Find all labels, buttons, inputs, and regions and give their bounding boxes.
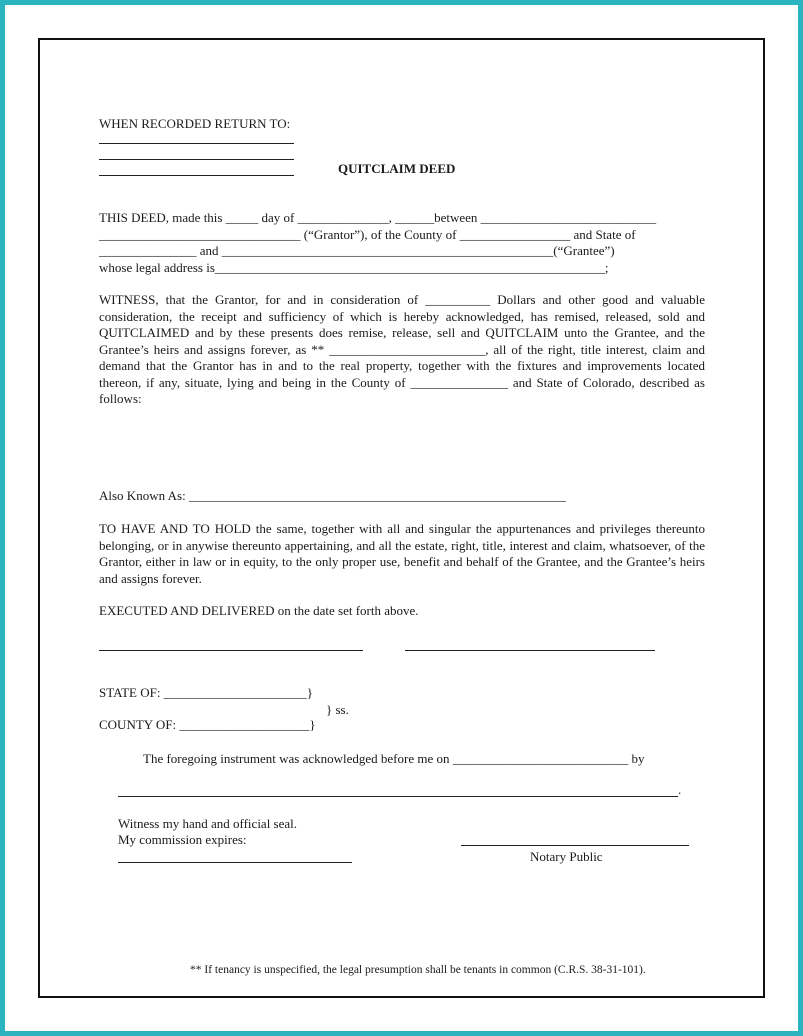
executed-line: EXECUTED AND DELIVERED on the date set forth above. (99, 603, 419, 618)
witness-clause: WITNESS, that the Grantor, for and in consideration of __________ Dollars and other good and valuable consideration, the receipt and sufficiency of which is hereby acknowledged, has remised, released, sold and QUITCLAIMED and by these presents does remise, release, sell and QUITCLAIM unto the Grantee, and the Grantee’s heirs and assigns forever, as ** ________________________, all of the right, title interest, claim and demand that the Grantor has in and to the real property, together with the fixtures and improvements located thereon, if any, situate, lying and being in the County of _______________ and State of Colorado, described as follows: (99, 292, 705, 406)
return-line-2 (99, 159, 294, 160)
notary-signature-line (461, 845, 689, 846)
signature-line-left (99, 650, 363, 651)
opening-line-3: _______________ and ___________________________________________________(“Grantee”) (99, 243, 615, 258)
notary-public-label: Notary Public (530, 849, 603, 864)
ss-mark: } ss. (326, 702, 349, 717)
opening-clause (99, 210, 705, 276)
commission-blank-line (118, 862, 352, 863)
signature-line-right (405, 650, 655, 651)
return-address-heading: WHEN RECORDED RETURN TO: (99, 116, 291, 131)
aka-line: Also Known As: __________________________________________________________ (99, 488, 566, 503)
footnote: ** If tenancy is unspecified, the legal presumption shall be tenants in common (C.R.S. 38-31-101). (190, 964, 646, 976)
commission-line: My commission expires: (118, 832, 247, 847)
opening-line-2: _______________________________ (“Grantor”), of the County of _________________ and State of (99, 226, 636, 242)
county-line: COUNTY OF: ____________________} (99, 717, 316, 732)
acknowledgement-line: The foregoing instrument was acknowledged before me on ___________________________ by (143, 751, 645, 766)
return-line-1 (99, 143, 294, 144)
opening-line-1: THIS DEED, made this _____ day of ______________, ______between ___________________________ (99, 210, 657, 225)
habendum-clause: TO HAVE AND TO HOLD the same, together with all and singular the appurtenances and privileges thereunto belonging, or in anywise thereunto appertaining, and all the estate, right, title, interest and claim, whatsoever, of the Grantor, either in law or in equity, to the only proper use, benefit and behalf of the Grantee, and the Grantee’s heirs and assigns forever. (99, 521, 705, 586)
state-line: STATE OF: ______________________} (99, 685, 313, 700)
witness-seal-line: Witness my hand and official seal. (118, 816, 298, 831)
opening-line-4: whose legal address is____________________________________________________________; (99, 259, 609, 275)
return-line-3 (99, 175, 294, 176)
acknowledgement-period: . (678, 782, 682, 797)
acknowledgement-blank-line (118, 796, 678, 797)
document-page (38, 38, 765, 998)
document-title: QUITCLAIM DEED (338, 161, 456, 176)
